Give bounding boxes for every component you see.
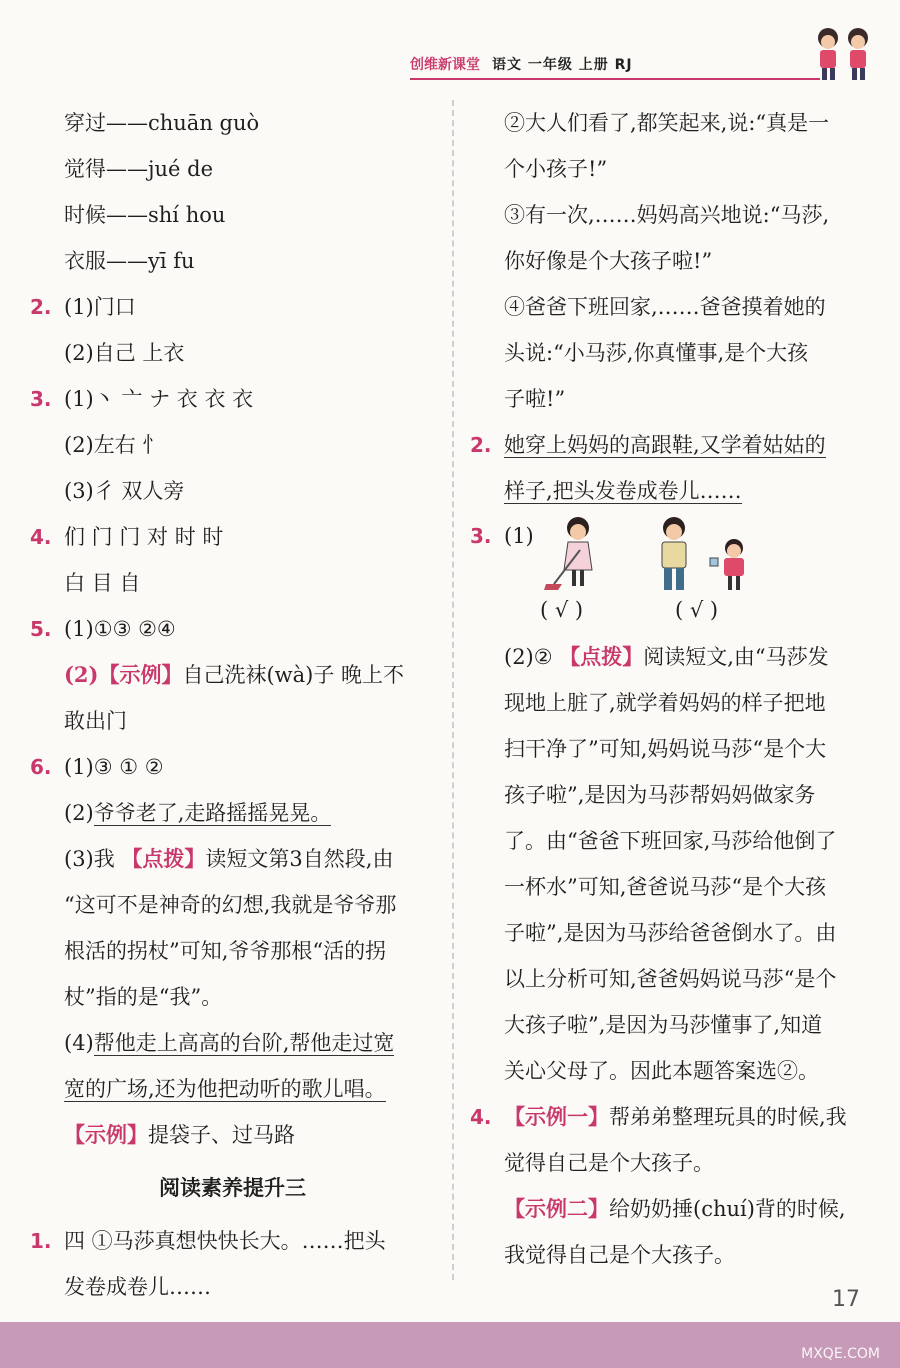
question-number: 2.	[470, 433, 492, 457]
answer-line	[30, 1112, 435, 1158]
watermark: MXQE.COM	[801, 1346, 880, 1362]
brand-name: 创维新课堂	[410, 57, 480, 73]
answer-text: 扫干净了”可知,妈妈说马莎“是个大	[504, 737, 827, 761]
answer-line	[30, 284, 435, 330]
answer-prefix: (2)②	[504, 645, 560, 669]
answer-line	[470, 1186, 880, 1232]
father-and-daughter-icon	[650, 514, 760, 594]
girl-sweeping-icon	[540, 514, 610, 594]
answer-line	[30, 514, 435, 560]
answer-line	[470, 284, 880, 330]
answer-text: 时候——shí hou	[64, 203, 226, 227]
answer-line	[30, 376, 435, 422]
answer-text: 杖”指的是“我”。	[64, 985, 223, 1009]
answer-text: 帮弟弟整理玩具的时候,我	[609, 1105, 847, 1129]
answer-line	[30, 606, 435, 652]
answer-line	[30, 652, 435, 698]
answer-text: 个小孩子!”	[504, 157, 608, 181]
answer-line	[30, 744, 435, 790]
question-number: 4.	[30, 525, 52, 549]
answer-line	[30, 790, 435, 836]
answer-line	[30, 100, 435, 146]
page-footer-band	[0, 1322, 900, 1368]
q3-pictures	[470, 514, 880, 634]
question-number: 3.	[470, 524, 492, 548]
answer-line	[470, 818, 880, 864]
answer-line	[470, 1232, 880, 1278]
answer-line	[30, 1264, 435, 1310]
answer-text: ④爸爸下班回家,……爸爸摸着她的	[504, 295, 826, 319]
hint-tag: 【示例一】	[504, 1104, 609, 1129]
answer-text: (1)①③ ②④	[64, 617, 176, 641]
answer-text: 一杯水”可知,爸爸说马莎“是个大孩	[504, 875, 827, 899]
answer-line	[30, 330, 435, 376]
answer-text: 阅读短文,由“马莎发	[643, 645, 829, 669]
answer-text: ③有一次,……妈妈高兴地说:“马莎,	[504, 203, 830, 227]
question-number: 1.	[30, 1229, 52, 1253]
answer-line	[30, 698, 435, 744]
underlined-answer: 样子,把头发卷成卷儿……	[504, 479, 742, 503]
answer-line	[470, 910, 880, 956]
answer-text: 发卷成卷儿……	[64, 1275, 211, 1299]
answer-text: 白 目 自	[64, 571, 141, 595]
answer-text: 穿过——chuān guò	[64, 111, 260, 135]
underlined-answer: 帮他走上高高的台阶,帮他走过宽	[93, 1031, 395, 1055]
answer-text: 四 ①马莎真想快快长大。……把头	[64, 1229, 386, 1253]
answer-text: (3)彳 双人旁	[64, 479, 185, 503]
answer-line	[470, 238, 880, 284]
answer-text: 以上分析可知,爸爸妈妈说马莎“是个	[504, 967, 837, 991]
hint-tag: 【点拨】	[121, 846, 206, 871]
answer-text: 觉得自己是个大孩子。	[504, 1151, 714, 1175]
answer-prefix: (2)	[64, 801, 94, 825]
answer-text: 大孩子啦”,是因为马莎懂事了,知道	[504, 1013, 823, 1037]
answer-line	[470, 100, 880, 146]
page-header	[410, 40, 880, 84]
answer-line	[470, 864, 880, 910]
answer-line	[30, 882, 435, 928]
answer-text: (1)门口	[64, 295, 136, 319]
answer-text: 我觉得自己是个大孩子。	[504, 1243, 735, 1267]
hint-tag: (2)【示例】	[64, 662, 183, 687]
answer-line	[470, 956, 880, 1002]
answer-line	[30, 560, 435, 606]
hint-tag: 【示例二】	[504, 1196, 609, 1221]
answer-line	[30, 422, 435, 468]
question-number: 4.	[470, 1105, 492, 1129]
answer-text: “这可不是神奇的幻想,我就是爷爷那	[64, 893, 397, 917]
answer-line	[470, 1002, 880, 1048]
book-title: 语文 一年级 上册 RJ	[492, 57, 633, 73]
answer-text: 根活的拐杖”可知,爷爷那根“活的拐	[64, 939, 387, 963]
answer-line	[30, 146, 435, 192]
underlined-answer: 爷爷老了,走路摇摇晃晃。	[93, 801, 332, 825]
header-rule	[410, 78, 820, 80]
answer-text: 衣服——yī fu	[64, 249, 195, 273]
page-number: 17	[832, 1287, 860, 1312]
check-answer-2: ( √ )	[675, 598, 719, 622]
question-number: 3.	[30, 387, 52, 411]
answer-text: (2)自己 上衣	[64, 341, 185, 365]
answer-line	[30, 1218, 435, 1264]
answer-line	[470, 468, 880, 514]
answer-text: 敢出门	[64, 709, 127, 733]
answer-text: 头说:“小马莎,你真懂事,是个大孩	[504, 341, 809, 365]
answer-line	[470, 634, 880, 680]
answer-prefix: (3)我	[64, 847, 122, 871]
answer-text: 提袋子、过马路	[148, 1123, 295, 1147]
answer-text: (2)左右 忄	[64, 433, 164, 457]
answer-line	[30, 928, 435, 974]
answer-line	[470, 772, 880, 818]
answer-line	[30, 1020, 435, 1066]
underlined-answer: 宽的广场,还为他把动听的歌儿唱。	[64, 1077, 386, 1101]
check-answer-1: ( √ )	[540, 598, 584, 622]
answer-line	[470, 192, 880, 238]
answer-text: ②大人们看了,都笑起来,说:“真是一	[504, 111, 830, 135]
answer-text: 你好像是个大孩子啦!”	[504, 249, 713, 273]
answer-line	[30, 192, 435, 238]
answer-text: (1)③ ① ②	[64, 755, 164, 779]
answer-line	[30, 468, 435, 514]
column-divider	[452, 100, 454, 1280]
answer-prefix: (4)	[64, 1031, 94, 1055]
answer-line	[470, 330, 880, 376]
answer-line	[470, 422, 880, 468]
answer-text: (1)丶 亠 ナ 衣 衣 衣	[64, 387, 254, 411]
sub-question-label: (1)	[504, 524, 534, 548]
answer-line	[30, 836, 435, 882]
answer-line	[470, 680, 880, 726]
question-number: 6.	[30, 755, 52, 779]
question-number: 2.	[30, 295, 52, 319]
underlined-answer: 她穿上妈妈的高跟鞋,又学着姑姑的	[504, 433, 826, 457]
question-number: 5.	[30, 617, 52, 641]
answer-text: 子啦!”	[504, 387, 566, 411]
left-column	[30, 100, 435, 1310]
answer-text: 读短文第3自然段,由	[205, 847, 394, 871]
answer-line	[470, 726, 880, 772]
answer-line	[470, 146, 880, 192]
right-column	[470, 100, 880, 1278]
hint-tag: 【点拨】	[559, 644, 644, 669]
answer-line	[30, 238, 435, 284]
answer-text: 现地上脏了,就学着妈妈的样子把地	[504, 691, 826, 715]
kids-illustration-icon	[806, 20, 880, 86]
answer-line	[30, 974, 435, 1020]
answer-line	[30, 1066, 435, 1112]
hint-tag: 【示例】	[64, 1122, 148, 1147]
answer-text: 觉得——jué de	[64, 157, 214, 181]
answer-line	[470, 1048, 880, 1094]
answer-line	[470, 376, 880, 422]
answer-text: 关心父母了。因此本题答案选②。	[504, 1059, 819, 1083]
answer-text: 们 门 门 对 时 时	[64, 525, 224, 549]
answer-text: 孩子啦”,是因为马莎帮妈妈做家务	[504, 783, 816, 807]
answer-text: 了。由“爸爸下班回家,马莎给他倒了	[504, 829, 837, 853]
answer-line	[470, 1094, 880, 1140]
answer-text: 子啦”,是因为马莎给爸爸倒水了。由	[504, 921, 837, 945]
section-title: 阅读素养提升三	[159, 1176, 306, 1200]
answer-text: 给奶奶捶(chuí)背的时候,	[609, 1197, 846, 1221]
answer-line	[470, 1140, 880, 1186]
answer-text: 自己洗袜(wà)子 晚上不	[182, 663, 405, 687]
